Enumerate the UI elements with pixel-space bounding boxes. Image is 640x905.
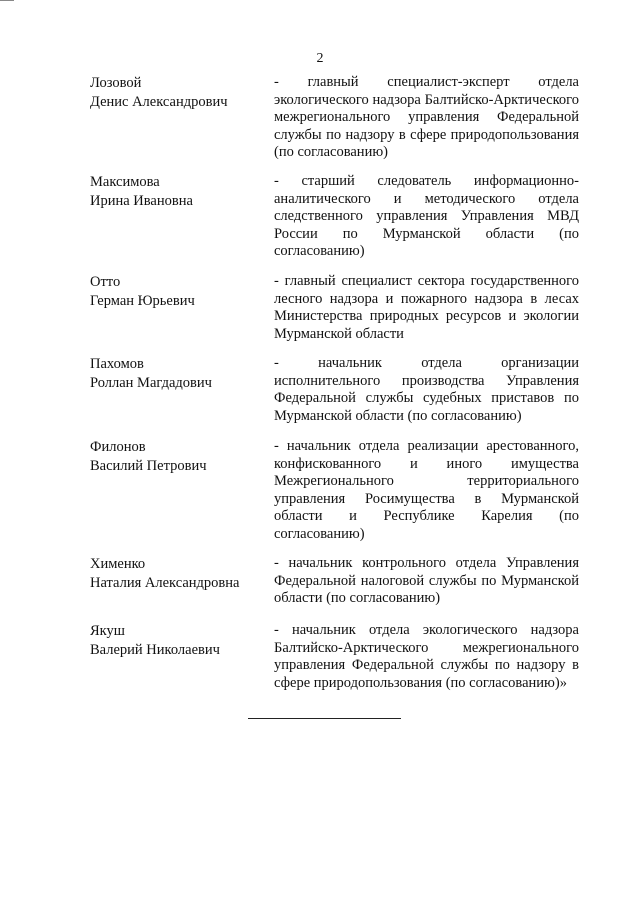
- closing-rule: [248, 718, 401, 719]
- member-given-names: Денис Александрович: [90, 94, 228, 110]
- member-name: [90, 438, 270, 476]
- member-surname: Лозовой: [90, 75, 142, 91]
- member-given-names: Роллан Магдадович: [90, 375, 212, 391]
- member-surname: Пахомов: [90, 356, 144, 372]
- member-name: [90, 173, 270, 211]
- page-number: 2: [316, 51, 324, 66]
- member-name: [90, 555, 270, 593]
- member-given-names: Герман Юрьевич: [90, 293, 195, 309]
- member-given-names: Наталия Александровна: [90, 575, 240, 591]
- member-surname: Якуш: [90, 623, 125, 639]
- member-name: [90, 74, 270, 112]
- member-position: - начальник отдела реализации арестованного, конфискованного и иного имущества Межрегионального территориального управления Росимущества в Мурманской области и Республике Карелия (по согласованию): [274, 438, 579, 542]
- member-surname: Филонов: [90, 439, 146, 455]
- scan-corner-mark: [0, 0, 14, 1]
- member-name: [90, 273, 270, 311]
- member-name: [90, 622, 270, 660]
- member-position: - главный специалист-эксперт отдела экологического надзора Балтийско-Арктического межрегионального управления Федеральной службы по надзору в сфере природопользования (по согласованию): [274, 74, 579, 160]
- member-surname: Хименко: [90, 556, 146, 572]
- member-name: [90, 355, 270, 393]
- member-given-names: Валерий Николаевич: [90, 642, 220, 658]
- member-position: - главный специалист сектора государственного лесного надзора и пожарного надзора в лесах Министерства природных ресурсов и экологии Мурманской области: [274, 273, 579, 342]
- member-position: - старший следователь информационно-аналитического и методического отдела следственного управления Управления МВД России по Мурманской области (по согласованию): [274, 173, 579, 259]
- member-surname: Отто: [90, 274, 121, 290]
- member-position: - начальник контрольного отдела Управления Федеральной налоговой службы по Мурманской области (по согласованию): [274, 555, 579, 606]
- member-given-names: Ирина Ивановна: [90, 193, 193, 209]
- member-position: - начальник отдела организации исполнительного производства Управления Федеральной службы судебных приставов по Мурманской области (по согласованию): [274, 355, 579, 424]
- member-given-names: Василий Петрович: [90, 458, 207, 474]
- member-surname: Максимова: [90, 174, 160, 190]
- member-position: - начальник отдела экологического надзора Балтийско-Арктического межрегионального управления Федеральной службы по надзору в сфере природопользования (по согласованию)»: [274, 622, 579, 691]
